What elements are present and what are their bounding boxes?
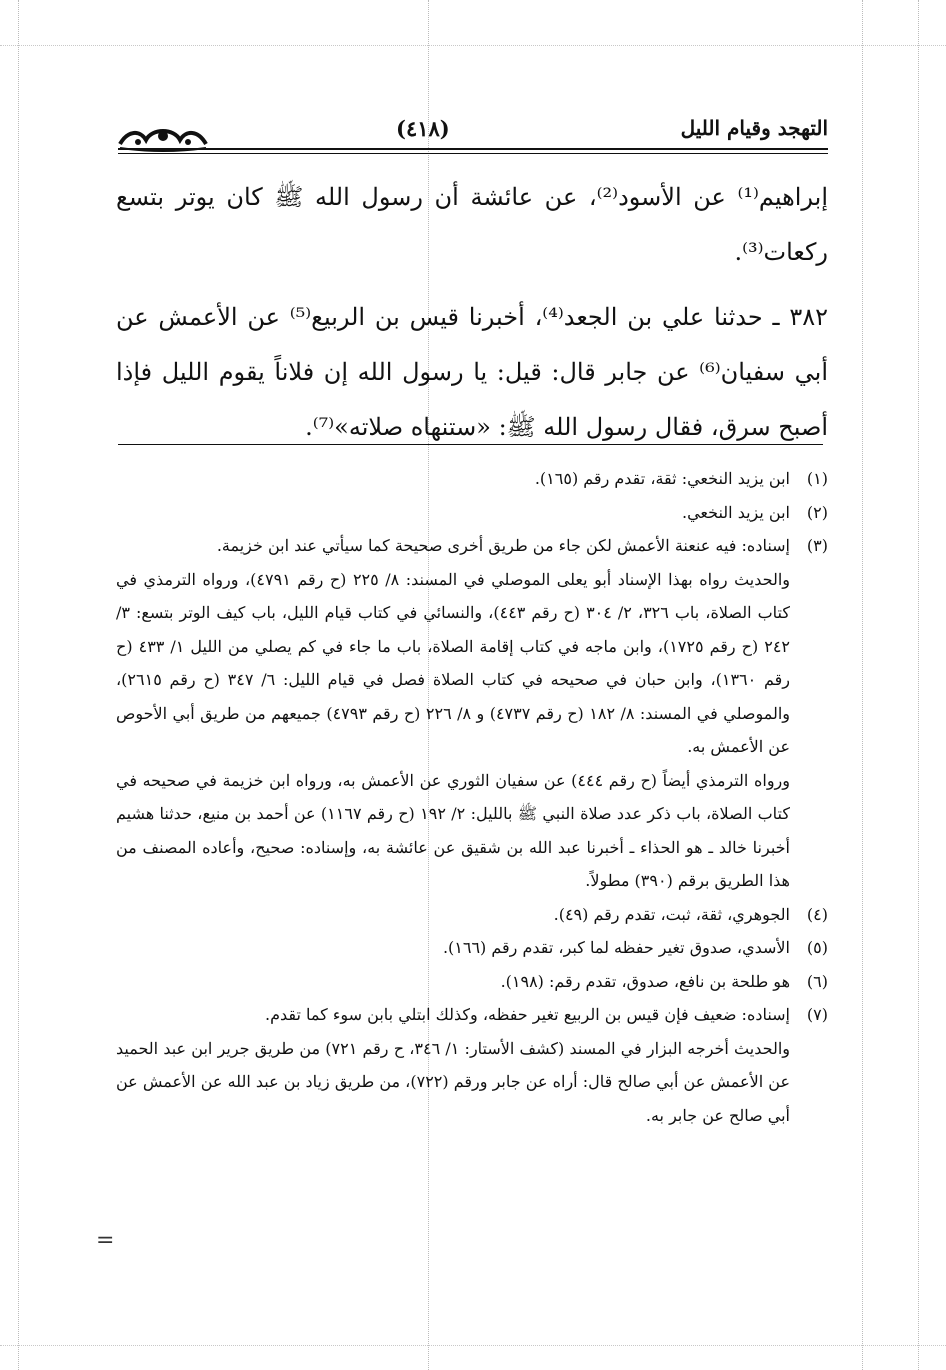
page-header bbox=[118, 112, 828, 160]
border-line bbox=[918, 0, 919, 1370]
border-line bbox=[18, 0, 19, 1370]
border-line bbox=[0, 45, 946, 46]
footnote-3-continuation: والحديث رواه بهذا الإسناد أبو يعلى الموصلي في المسند: ٨/ ٢٢٥ (ح رقم ٤٧٩١)، ورواه الترمذي في كتاب الصلاة، باب ٣٢٦، ٢/ ٣٠٤ (ح رقم ٤٤٣)، والنسائي في كتاب قيام الليل، باب كيف الوتر بتسع: ٣/ ٢٤٢ (ح رقم ١٧٢٥)، وابن ماجه في كتاب إقامة الصلاة، باب ما جاء في كم يصلي من الليل ١/ ٤٣٣ (ح رقم ١٣٦٠)، وابن حبان في صحيحه في كتاب الصلاة فصل في قيام الليل: ٦/ ٣٤٧ (ح رقم ٢٦١٥)، والموصلي في المسند: ٨/ ١٨٢ (ح رقم ٤٧٣٧) و ٨/ ٢٢٦ (ح رقم ٤٧٩٣) جميعهم من طريق أبي الأحوص عن الأعمش به. bbox=[116, 569, 791, 756]
header-rule bbox=[118, 148, 828, 150]
page-number: (٤١٨) bbox=[396, 116, 450, 141]
footnote-2 bbox=[116, 496, 828, 530]
footnote-text: إسناده: فيه عنعنة الأعمش لكن جاء من طريق أخرى صحيحة كما سيأتي عند ابن خزيمة. bbox=[216, 536, 790, 555]
margin-mark: = bbox=[96, 1228, 115, 1253]
footnote-6 bbox=[116, 965, 828, 999]
footnote-number: (٤) bbox=[806, 904, 828, 924]
footnote-1 bbox=[116, 462, 828, 496]
running-title: التهجد وقيام الليل bbox=[680, 116, 828, 140]
footnote-text: الأسدي، صدوق تغير حفظه لما كبر، تقدم رقم (١٦٦). bbox=[442, 938, 790, 957]
footnote-text: ابن يزيد النخعي: ثقة، تقدم رقم (١٦٥). bbox=[534, 469, 790, 488]
footnote-4 bbox=[116, 898, 828, 932]
footnote-text: ابن يزيد النخعي. bbox=[682, 502, 790, 522]
footnote-text: الجوهري، ثقة، ثبت، تقدم رقم (٤٩). bbox=[553, 904, 790, 924]
footnotes bbox=[116, 462, 828, 1132]
footnote-7-continuation: والحديث أخرجه البزار في المسند (كشف الأستار: ١/ ٣٤٦، ح رقم ٧٢١) من طريق جرير ابن عبد الحميد عن الأعمش عن أبي صالح قال: أراه عن جابر ورقم (٧٢٢)، من طريق زياد بن عبد الله عن الأعمش عن أبي صالح عن جابر به. bbox=[116, 1038, 790, 1125]
footnote-text: هو طلحة بن نافع، صدوق، تقدم رقم: (١٩٨). bbox=[500, 971, 790, 991]
border-line bbox=[0, 1345, 946, 1346]
footnote-separator bbox=[118, 444, 823, 445]
footnote-number: (١) bbox=[806, 469, 828, 488]
header-rule-thin bbox=[118, 153, 828, 154]
footnote-3-continuation: ورواه الترمذي أيضاً (ح رقم ٤٤٤) عن سفيان الثوري عن الأعمش به، ورواه ابن خزيمة في صحيحه في كتاب الصلاة، باب ذكر عدد صلاة النبي ﷺ بالليل: ٢/ ١٩٢ (ح رقم ١١٦٧) عن أحمد بن منيع، حدثنا هشيم أخبرنا خالد ـ هو الحذاء ـ أخبرنا عبد الله بن شقيق عن عائشة به، وإسناده: صحيح، وأعاده المصنف من هذا الطريق برقم (٣٩٠) مطولاً. bbox=[116, 770, 790, 890]
footnote-5 bbox=[116, 931, 828, 965]
footnote-number: (٧) bbox=[806, 1005, 828, 1024]
footnote-number: (٣) bbox=[806, 536, 828, 555]
footnote-number: (٢) bbox=[806, 502, 828, 522]
footnote-7 bbox=[116, 998, 828, 1032]
main-text bbox=[116, 170, 828, 455]
paragraph-continuation: إبراهيم⁽¹⁾ عن الأسود⁽²⁾، عن عائشة أن رسول الله ﷺ كان يوتر بتسع ركعات⁽³⁾. bbox=[116, 183, 829, 266]
footnote-3 bbox=[116, 529, 828, 563]
hadith-382: ٣٨٢ ـ حدثنا علي بن الجعد⁽⁴⁾، أخبرنا قيس بن الربيع⁽⁵⁾ عن الأعمش عن أبي سفيان⁽⁶⁾ عن جابر قال: قيل: يا رسول الله إن فلاناً يقوم الليل فإذا أصبح سرق، فقال رسول الله ﷺ: «ستنهاه صلاته»⁽⁷⁾. bbox=[116, 303, 829, 441]
border-line bbox=[862, 0, 863, 1370]
footnote-number: (٥) bbox=[806, 938, 828, 957]
footnote-text: إسناده: ضعيف فإن قيس بن الربيع تغير حفظه، وكذلك ابتلي بابن سوء كما تقدم. bbox=[265, 1005, 790, 1024]
footnote-number: (٦) bbox=[806, 971, 828, 991]
